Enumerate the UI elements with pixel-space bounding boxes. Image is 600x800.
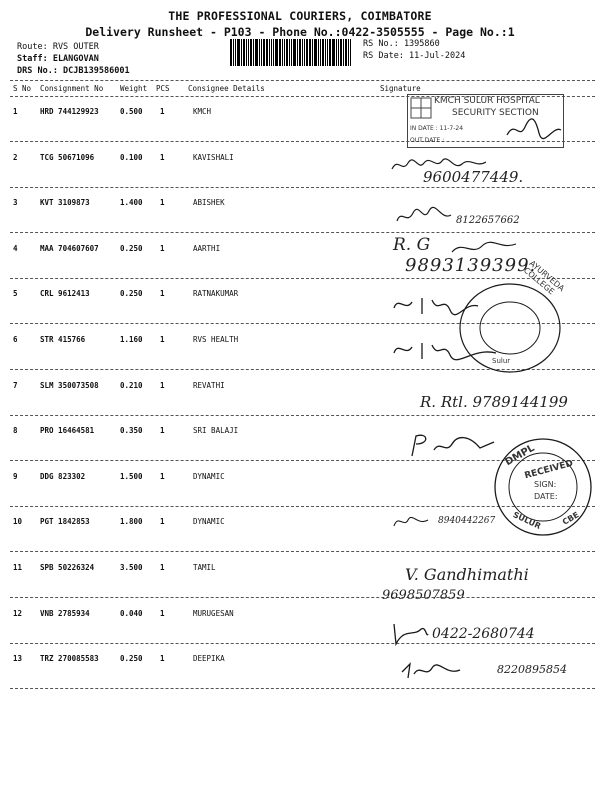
row-divider (10, 643, 595, 644)
barcode-bar (237, 39, 240, 66)
barcode-bar (253, 39, 254, 66)
row-sno: 13 (13, 654, 23, 663)
row-consignee: DYNAMIC (193, 472, 225, 481)
handwritten-name-row-4: R. G (393, 235, 431, 255)
row-sno: 6 (13, 335, 18, 344)
barcode-bar (312, 39, 313, 66)
row-sno: 10 (13, 517, 23, 526)
ayurveda-stamp-sub: Sulur (492, 357, 511, 365)
barcode-bar (263, 39, 265, 66)
row-sno: 3 (13, 198, 18, 207)
dmpl-stamp-date: DATE: (534, 492, 558, 501)
row-pcs: 1 (160, 426, 165, 435)
row-weight: 1.800 (120, 517, 143, 526)
row-divider (10, 415, 595, 416)
row-pcs: 1 (160, 563, 165, 572)
barcode-bar (332, 39, 335, 66)
barcode-bar (243, 39, 245, 66)
row-sno: 8 (13, 426, 18, 435)
row-weight: 3.500 (120, 563, 143, 572)
barcode-bar (279, 39, 281, 66)
barcode-bar (230, 39, 232, 66)
barcode-bar (329, 39, 331, 66)
row-consignee: SRI BALAJI (193, 426, 239, 435)
row-divider (10, 232, 595, 233)
row-consignment-no: TCG 50671096 (40, 153, 95, 162)
row-pcs: 1 (160, 198, 165, 207)
row-pcs: 1 (160, 517, 165, 526)
barcode-bar (289, 39, 290, 66)
dmpl-stamp-bottom: SULUR (511, 510, 543, 531)
col-weight-header: Weight (120, 84, 148, 93)
barcode-bar (293, 39, 296, 66)
col-signature-header: Signature (380, 84, 421, 93)
barcode-bar (320, 39, 321, 66)
row-weight: 0.500 (120, 107, 143, 116)
barcode-bar (241, 39, 242, 66)
handwritten-phone-row-13: 8220895854 (497, 663, 567, 676)
row-consignee: ABISHEK (193, 198, 225, 207)
signature-row-13 (400, 660, 470, 682)
handwritten-name-row-11: V. Gandhimathi (405, 565, 529, 584)
row-sno: 5 (13, 289, 18, 298)
row-sno: 12 (13, 609, 23, 618)
row-weight: 1.500 (120, 472, 143, 481)
row-consignment-no: HRD 744129923 (40, 107, 99, 116)
barcode-bar (350, 39, 351, 66)
row-sno: 2 (13, 153, 18, 162)
dmpl-stamp-top: DMPL (503, 442, 537, 469)
drs-number: DRS No.: DCJB139586001 (17, 66, 130, 76)
barcode-bar (250, 39, 252, 66)
signature-row-3 (395, 205, 455, 227)
barcode-bar (314, 39, 317, 66)
row-consignment-no: CRL 9612413 (40, 289, 90, 298)
barcode-bar (284, 39, 285, 66)
barcode-bar (269, 39, 270, 66)
signature-row-12 (390, 620, 430, 646)
row-weight: 0.250 (120, 244, 143, 253)
barcode-bar (235, 39, 236, 66)
row-consignee: MURUGESAN (193, 609, 234, 618)
row-pcs: 1 (160, 153, 165, 162)
row-weight: 0.250 (120, 654, 143, 663)
row-pcs: 1 (160, 472, 165, 481)
handwritten-phone-row-3: 8122657662 (456, 215, 520, 226)
row-consignment-no: STR 415766 (40, 335, 86, 344)
barcode-bar (271, 39, 272, 66)
barcode-bar (345, 39, 347, 66)
dmpl-stamp-received: RECEIVED (523, 458, 575, 482)
rs-date: RS Date: 11-Jul-2024 (363, 51, 466, 61)
kmch-out-date: OUT DATE : (410, 137, 445, 144)
barcode-bar (322, 39, 324, 66)
signature-row-5 (392, 292, 482, 318)
row-pcs: 1 (160, 381, 165, 390)
rs-block (363, 38, 465, 62)
row-divider (10, 597, 595, 598)
barcode-bar (248, 39, 249, 66)
kmch-in-date: IN DATE : 11-7-24 (410, 125, 464, 132)
barcode (230, 39, 358, 66)
barcode-bar (327, 39, 328, 66)
signature-row-6 (392, 335, 502, 365)
handwritten-phone-row-7: R. Rtl. 9789144199 (420, 393, 568, 411)
handwritten-phone-row-10: 8940442267 (438, 516, 496, 526)
row-consignee: DEEPIKA (193, 654, 225, 663)
row-consignee: KAVISHALI (193, 153, 234, 162)
rs-number: RS No.: 1395860 (363, 39, 440, 49)
barcode-bar (304, 39, 305, 66)
barcode-bar (233, 39, 234, 66)
barcode-bar (306, 39, 308, 66)
kmch-stamp-section: SECURITY SECTION (452, 108, 539, 118)
row-pcs: 1 (160, 335, 165, 344)
col-consignment-header: Consignment No (40, 84, 104, 93)
row-divider (10, 187, 595, 188)
handwritten-phone-row-12: 0422-2680744 (432, 626, 535, 642)
barcode-bar (338, 39, 339, 66)
row-consignment-no: PRO 16464581 (40, 426, 95, 435)
row-consignment-no: MAA 704607607 (40, 244, 99, 253)
barcode-bar (318, 39, 319, 66)
barcode-bar (309, 39, 311, 66)
handwritten-phone-row-4: 9893139399. (405, 255, 537, 276)
row-consignee: KMCH (193, 107, 212, 116)
col-consignee-header: Consignee Details (188, 84, 265, 93)
document-title: THE PROFESSIONAL COURIERS, COIMBATORE (168, 9, 432, 23)
col-pcs-header: PCS (156, 84, 170, 93)
row-consignment-no: SLM 350073508 (40, 381, 99, 390)
row-pcs: 1 (160, 107, 165, 116)
row-weight: 0.350 (120, 426, 143, 435)
barcode-bar (259, 39, 260, 66)
row-weight: 0.250 (120, 289, 143, 298)
kmch-logo-icon (410, 97, 432, 119)
col-sno-header: S No (13, 84, 32, 93)
dmpl-stamp-sign: SIGN: (534, 480, 557, 489)
barcode-bar (340, 39, 342, 66)
ayurveda-stamp-text: AYURVEDA COLLEGE (521, 258, 567, 297)
row-weight: 0.210 (120, 381, 143, 390)
row-sno: 11 (13, 563, 23, 572)
barcode-bar (302, 39, 303, 66)
row-consignee: DYNAMIC (193, 517, 225, 526)
row-consignee: REVATHI (193, 381, 225, 390)
barcode-bar (273, 39, 274, 66)
row-consignee: RVS HEALTH (193, 335, 239, 344)
barcode-bar (266, 39, 268, 66)
route-label: Route: RVS OUTER (17, 42, 99, 52)
barcode-bar (275, 39, 278, 66)
row-sno: 1 (13, 107, 18, 116)
row-consignment-no: KVT 3109873 (40, 198, 90, 207)
dmpl-stamp-cbe: CBE (560, 510, 581, 527)
barcode-bar (261, 39, 262, 66)
barcode-bar (297, 39, 298, 66)
barcode-bar (246, 39, 247, 66)
row-consignment-no: SPB 50226324 (40, 563, 95, 572)
row-pcs: 1 (160, 654, 165, 663)
row-divider (10, 688, 595, 689)
barcode-bar (282, 39, 283, 66)
signature-row-1 (505, 115, 565, 145)
barcode-bar (336, 39, 337, 66)
row-consignment-no: VNB 2785934 (40, 609, 90, 618)
row-consignment-no: DDG 823302 (40, 472, 86, 481)
barcode-bar (343, 39, 344, 66)
barcode-bar (325, 39, 326, 66)
row-pcs: 1 (160, 289, 165, 298)
header-divider-top (10, 80, 595, 81)
barcode-bar (255, 39, 258, 66)
route-staff-block (17, 41, 130, 77)
row-sno: 7 (13, 381, 18, 390)
row-pcs: 1 (160, 244, 165, 253)
row-divider (10, 551, 595, 552)
barcode-bar (348, 39, 349, 66)
kmch-stamp-title: KMCH SULUR HOSPITAL (434, 96, 540, 106)
row-weight: 1.160 (120, 335, 143, 344)
row-pcs: 1 (160, 609, 165, 618)
row-consignment-no: TRZ 270085583 (40, 654, 99, 663)
barcode-bar (286, 39, 288, 66)
signature-row-10 (392, 512, 432, 532)
row-consignee: AARTHI (193, 244, 221, 253)
row-consignment-no: PGT 1842853 (40, 517, 90, 526)
barcode-bar (291, 39, 292, 66)
row-weight: 1.400 (120, 198, 143, 207)
handwritten-phone-row-2: 9600477449. (423, 168, 524, 186)
row-sno: 9 (13, 472, 18, 481)
row-sno: 4 (13, 244, 18, 253)
barcode-bar (299, 39, 301, 66)
row-weight: 0.100 (120, 153, 143, 162)
document-subtitle: Delivery Runsheet - P103 - Phone No.:0422-3505555 - Page No.:1 (85, 25, 515, 39)
row-consignee: TAMIL (193, 563, 216, 572)
staff-label: Staff: ELANGOVAN (17, 54, 99, 64)
row-weight: 0.040 (120, 609, 143, 618)
handwritten-phone-row-11: 9698507859 (382, 588, 465, 603)
row-consignee: RATNAKUMAR (193, 289, 239, 298)
